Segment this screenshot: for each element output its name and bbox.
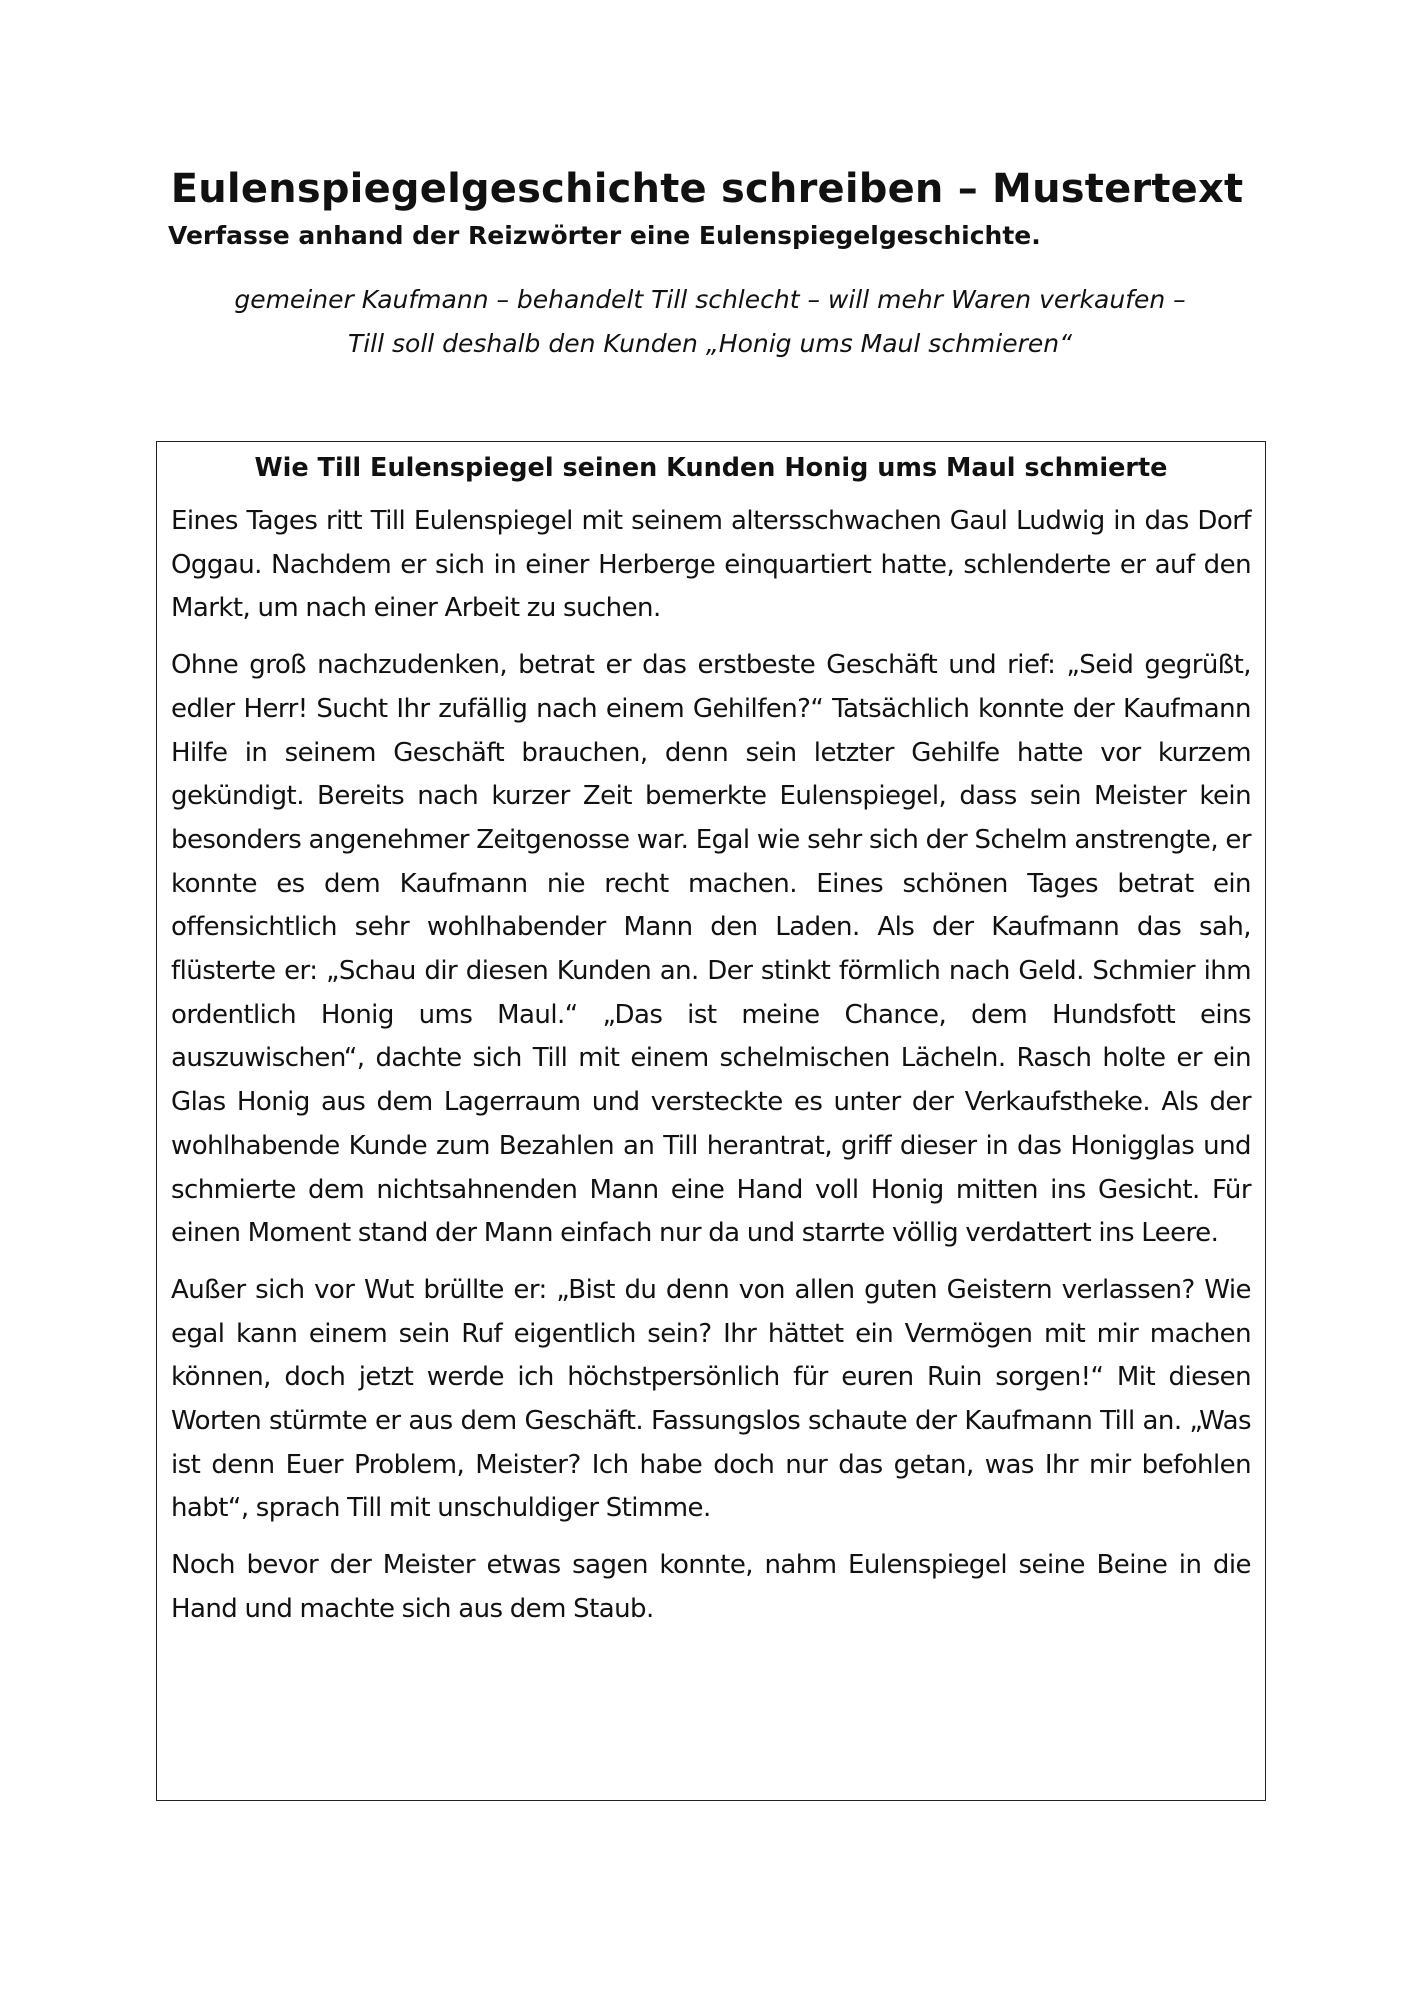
keyword-line: gemeiner Kaufmann – behandelt Till schlecht – will mehr Waren verkaufen – bbox=[234, 285, 1186, 314]
page-title: Eulenspiegelgeschichte schreiben – Mustertext bbox=[170, 165, 1244, 212]
keyword-list bbox=[160, 278, 1260, 366]
task-instruction: Verfasse anhand der Reizwörter eine Eulenspiegelgeschichte. bbox=[168, 221, 1041, 250]
story-box bbox=[156, 441, 1266, 1801]
keyword-line: Till soll deshalb den Kunden „Honig ums Maul schmieren“ bbox=[347, 329, 1073, 358]
story-title: Wie Till Eulenspiegel seinen Kunden Honig ums Maul schmierte bbox=[254, 453, 1168, 483]
story-paragraph: Ohne groß nachzudenken, betrat er das erstbeste Geschäft und rief: „Seid gegrüßt, edler Herr! Sucht Ihr zufällig nach einem Gehilfen?“ Tatsächlich konnte der Kaufmann Hilfe in seinem Geschäft brauchen, denn sein letzter Gehilfe hatte vor kurzem gekündigt. Bereits nach kurzer Zeit bemerkte Eulenspiegel, dass sein Meister kein besonders angenehmer Zeitgenosse war. Egal wie sehr sich der Schelm anstrengte, er konnte es dem Kaufmann nie recht machen. Eines schönen Tages betrat ein offensichtlich sehr wohlhabender Mann den Laden. Als der Kaufmann das sah, flüsterte er: „Schau dir diesen Kunden an. Der stinkt förmlich nach Geld. Schmier ihm ordentlich Honig ums Maul.“ „Das ist meine Chance, dem Hundsfott eins auszuwischen“, dachte sich Till mit einem schelmischen Lächeln. Rasch holte er ein Glas Honig aus dem Lagerraum und versteckte es unter der Verkaufstheke. Als der wohlhabende Kunde zum Bezahlen an Till herantrat, griff dieser in das Honigglas und schmierte dem nichtsahnenden Mann eine Hand voll Honig mitten ins Gesicht. Für einen Moment stand der Mann einfach nur da und starrte völlig verdattert ins Leere. bbox=[171, 650, 1251, 1249]
story-paragraph: Außer sich vor Wut brüllte er: „Bist du denn von allen guten Geistern verlassen? Wie egal kann einem sein Ruf eigentlich sein? Ihr hättet ein Vermögen mit mir machen können, doch jetzt werde ich höchstpersönlich für euren Ruin sorgen!“ Mit diesen Worten stürmte er aus dem Geschäft. Fassungslos schaute der Kaufmann Till an. „Was ist denn Euer Problem, Meister? Ich habe doch nur das getan, was Ihr mir befohlen habt“, sprach Till mit unschuldiger Stimme. bbox=[171, 1274, 1251, 1524]
story-paragraph: Noch bevor der Meister etwas sagen konnte, nahm Eulenspiegel seine Beine in die Hand und machte sich aus dem Staub. bbox=[171, 1550, 1251, 1624]
story-paragraph: Eines Tages ritt Till Eulenspiegel mit seinem altersschwachen Gaul Ludwig in das Dorf Oggau. Nachdem er sich in einer Herberge einquartiert hatte, schlenderte er auf den Markt, um nach einer Arbeit zu suchen. bbox=[171, 506, 1251, 624]
